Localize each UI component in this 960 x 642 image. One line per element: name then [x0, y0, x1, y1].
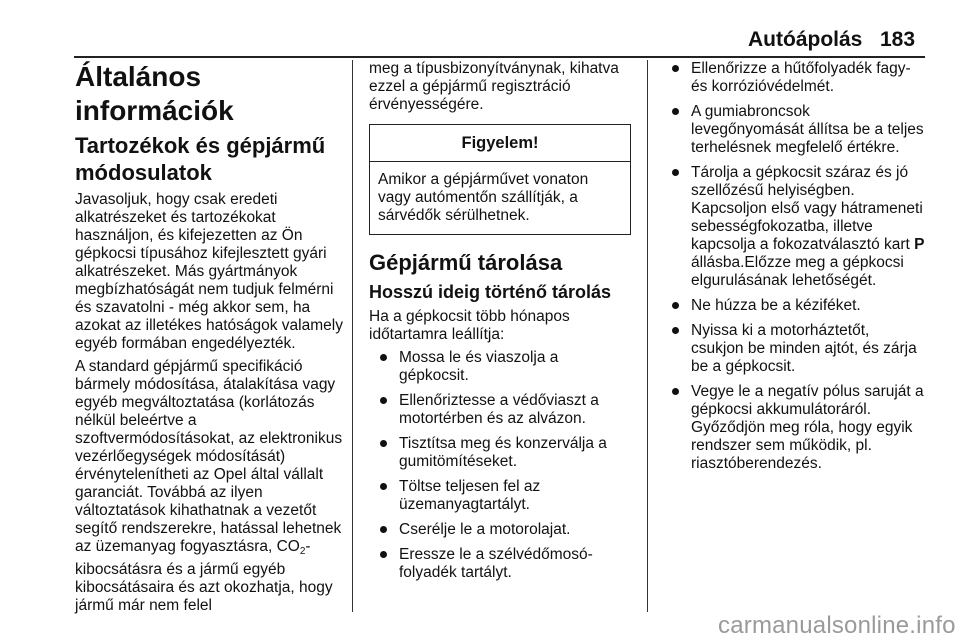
bullet-icon — [380, 526, 387, 533]
column-2 — [369, 60, 631, 589]
gear-position-p: P — [914, 236, 925, 253]
header-page-number: 183 — [880, 28, 916, 51]
list-item-text: Töltse teljesen fel az üzemanyagtartályt. — [399, 478, 541, 513]
list-item-text: Tárolja a gépkocsit száraz és jó szellőzésű helyiségben. Kapcsoljon első vagy hátrameneti sebességfokozatba, illetve kapcsolja a fokozatválasztó kart — [691, 164, 923, 253]
bullet-icon — [672, 65, 679, 72]
header-section-title: Autóápolás — [748, 28, 863, 51]
list-item-text: Ne húzza be a kéziféket. — [691, 297, 861, 314]
paragraph-modifications-text: A standard gépjármű specifikáció bármely módosítása, átalakítása vagy egyéb megváltoztatása (korlátozás nélkül beleértve a szoftvermódosításokat, az elektronikus vezérlőegységek módosítását) érvénytelenítheti az Opel által vállalt garanciát. Továbbá az ilyen változtatások kihathatnak a vezetőt segítő rendszerekre, hatással lehetnek az üzemanyag fogyasztásra, CO — [75, 358, 343, 555]
list-item — [664, 164, 926, 290]
column-1 — [75, 60, 347, 620]
subsection-title-accessories: Tartozékok és gépjármű módosulatok — [75, 133, 326, 185]
bullet-icon — [672, 388, 679, 395]
bullet-icon — [380, 354, 387, 361]
list-item-text: Ellenőrizze a hűtőfolyadék fagy- és korrózióvédelmét. — [691, 60, 911, 95]
paragraph-modifications-text-cont: -kibocsátásra és a jármű egyéb kibocsátásaira és azt okozhatja, hogy jármű már nem felel — [75, 538, 333, 614]
bullet-icon — [380, 440, 387, 447]
list-item-text: Vegye le a negatív pólus saruját a gépkocsi akkumulátoráról. Győződjön meg róla, hogy egyik rendszer sem működik, pl. riasztóberendezés. — [691, 383, 924, 472]
storage-checklist-cont — [664, 60, 926, 473]
paragraph-original-parts: Javasoljuk, hogy csak eredeti alkatrészeket és tartozékokat használjon, és kifejezetten az Ön gépkocsi típusához kifejlesztett gyári alkatrészeket. Más gyártmányok megbízhatóságát nem tudjuk felmérni és szavatolni - még akkor sem, ha azokat az illetékes hatóságok valamely egyéb formában engedélyezték. — [75, 191, 343, 352]
list-item — [369, 546, 631, 582]
list-item — [369, 478, 631, 514]
list-item — [664, 322, 926, 376]
bullet-icon — [672, 302, 679, 309]
paragraph-modifications — [75, 358, 347, 615]
warning-text: Amikor a gépjárművet vonaton vagy autómentőn szállítják, a sárvédők sérülhetnek. — [378, 171, 589, 224]
page-header — [0, 28, 960, 56]
list-item-text: Nyissa ki a motorháztetőt, csukjon be minden ajtót, és zárja be a gépkocsit. — [691, 322, 917, 375]
paragraph-storage-intro: Ha a gépkocsit több hónapos időtartamra leállítja: — [369, 308, 570, 343]
paragraph-continuation: meg a típusbizonyítványnak, kihatva ezzel a gépjármű regisztráció érvényességére. — [369, 60, 619, 113]
list-item-text: A gumiabroncsok levegőnyomását állítsa be a teljes terhelésnek megfelelő értékre. — [691, 103, 924, 156]
list-item-text-cont: állásba.Előzze meg a gépkocsi elgurulásának lehetőségét. — [691, 254, 904, 289]
subsubsection-title-long-storage: Hosszú ideig történő tárolás — [369, 282, 612, 302]
bullet-icon — [672, 327, 679, 334]
list-item — [664, 60, 926, 96]
list-item-text: Eressze le a szélvédőmosó-folyadék tartályt. — [399, 546, 593, 581]
bullet-icon — [380, 397, 387, 404]
list-item — [369, 435, 631, 471]
column-3 — [664, 60, 926, 480]
list-item — [369, 392, 631, 428]
bullet-icon — [380, 551, 387, 558]
watermark-text: carmanualsonline.info — [718, 612, 956, 639]
list-item — [369, 521, 631, 539]
column-divider-1 — [352, 60, 353, 612]
column-divider-2 — [647, 60, 648, 612]
storage-checklist — [369, 349, 631, 582]
subsection-title-storage: Gépjármű tárolása — [369, 250, 563, 275]
bullet-icon — [672, 169, 679, 176]
list-item — [664, 103, 926, 157]
warning-title: Figyelem! — [370, 125, 630, 162]
list-item-text: Tisztítsa meg és konzerválja a gumitömítéseket. — [399, 435, 607, 470]
list-item — [664, 297, 926, 315]
list-item — [664, 383, 926, 473]
section-title: Általános információk — [75, 61, 234, 126]
co2-subscript: 2 — [299, 546, 306, 557]
list-item-text: Ellenőriztesse a védőviaszt a motortérben és az alvázon. — [399, 392, 599, 427]
bullet-icon — [380, 483, 387, 490]
bullet-icon — [672, 108, 679, 115]
warning-box — [369, 124, 631, 235]
header-rule — [74, 56, 925, 58]
list-item — [369, 349, 631, 385]
list-item-text: Cserélje le a motorolajat. — [399, 521, 571, 538]
list-item-text: Mossa le és viaszolja a gépkocsit. — [399, 349, 559, 384]
